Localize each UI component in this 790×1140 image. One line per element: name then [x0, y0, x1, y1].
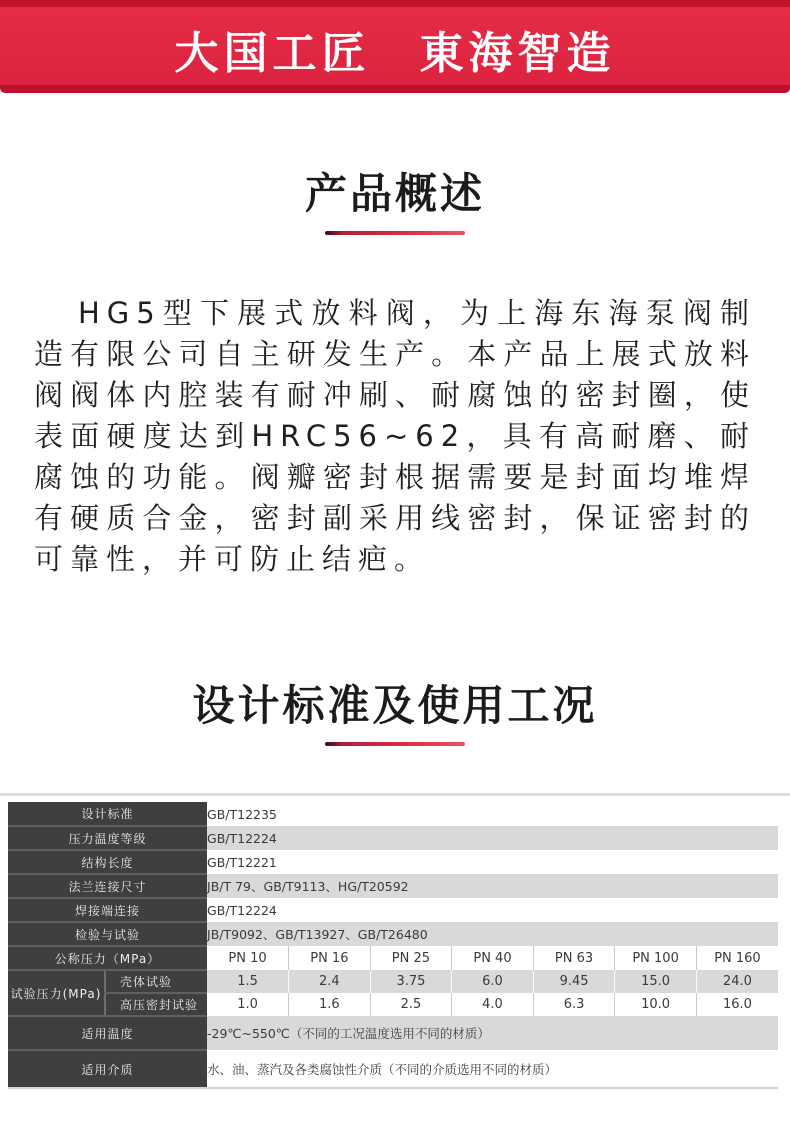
test-value: 4.0	[452, 993, 534, 1016]
spec-label-test-pressure: 试验压力(MPa)	[8, 970, 105, 1016]
pn-column-header: PN 100	[615, 946, 697, 970]
test-value: 3.75	[370, 970, 452, 993]
spec-row-nominal-pressure	[8, 946, 778, 970]
specs-heading: 设计标准及使用工况	[192, 681, 598, 730]
spec-label: 适用介质	[8, 1050, 207, 1088]
test-value: 16.0	[696, 993, 778, 1016]
spec-value: -29℃~550℃（不同的工况温度选用不同的材质）	[207, 1016, 778, 1050]
spec-row-high-pressure-seal-test	[8, 993, 778, 1016]
pn-column-header: PN 25	[370, 946, 452, 970]
spec-label: 检验与试验	[8, 922, 207, 946]
table-top-divider	[0, 793, 790, 796]
test-value: 24.0	[696, 970, 778, 993]
spec-row-design-standard	[8, 802, 778, 826]
spec-label: 适用温度	[8, 1016, 207, 1050]
spec-value: GB/T12224	[207, 826, 778, 850]
test-value: 15.0	[615, 970, 697, 993]
pn-column-header: PN 10	[207, 946, 289, 970]
top-banner	[0, 0, 790, 93]
spec-row-flange-size	[8, 874, 778, 898]
banner-title: 大国工匠 東海智造	[174, 27, 616, 79]
overview-section	[0, 169, 790, 580]
spec-label: 公称压力（MPa）	[8, 946, 207, 970]
spec-sublabel: 壳体试验	[105, 970, 207, 993]
test-value: 2.4	[289, 970, 371, 993]
spec-row-structure-length	[8, 850, 778, 874]
spec-label: 设计标准	[8, 802, 207, 826]
test-value: 9.45	[533, 970, 615, 993]
overview-heading: 产品概述	[304, 169, 485, 218]
spec-value: GB/T12224	[207, 898, 778, 922]
spec-row-pressure-temp-class	[8, 826, 778, 850]
spec-value: JB/T9092、GB/T13927、GB/T26480	[207, 922, 778, 946]
spec-row-inspection-test	[8, 922, 778, 946]
spec-label: 结构长度	[8, 850, 207, 874]
test-value: 1.5	[207, 970, 289, 993]
overview-heading-underline	[325, 231, 465, 235]
pn-column-header: PN 40	[452, 946, 534, 970]
specs-heading-underline	[325, 742, 465, 746]
pn-column-header: PN 63	[533, 946, 615, 970]
spec-value: GB/T12221	[207, 850, 778, 874]
test-value: 6.0	[452, 970, 534, 993]
spec-value: GB/T12235	[207, 802, 778, 826]
specs-section	[0, 681, 790, 1089]
test-value: 1.6	[289, 993, 371, 1016]
test-value: 10.0	[615, 993, 697, 1016]
spec-row-weld-end	[8, 898, 778, 922]
pn-column-header: PN 16	[289, 946, 371, 970]
spec-row-medium	[8, 1050, 778, 1088]
spec-label: 压力温度等级	[8, 826, 207, 850]
spec-row-shell-test	[8, 970, 778, 993]
test-value: 2.5	[370, 993, 452, 1016]
spec-value: JB/T 79、GB/T9113、HG/T20592	[207, 874, 778, 898]
spec-row-temperature	[8, 1016, 778, 1050]
pn-column-header: PN 160	[696, 946, 778, 970]
specs-table	[8, 802, 778, 1089]
test-value: 1.0	[207, 993, 289, 1016]
spec-label: 法兰连接尺寸	[8, 874, 207, 898]
spec-label: 焊接端连接	[8, 898, 207, 922]
spec-value: 水、油、蒸汽及各类腐蚀性介质（不同的介质选用不同的材质）	[207, 1050, 778, 1088]
test-value: 6.3	[533, 993, 615, 1016]
spec-sublabel: 高压密封试验	[105, 993, 207, 1016]
overview-paragraph: HG5型下展式放料阀，为上海东海泵阀制造有限公司自主研发生产。本产品上展式放料阀阀体内腔装有耐冲刷、耐腐蚀的密封圈，使表面硬度达到HRC56~62，具有高耐磨、耐腐蚀的功能。阀瓣密封根据需要是封面均堆焊有硬质合金，密封副采用线密封，保证密封的可靠性，并可防止结疤。	[34, 296, 756, 576]
